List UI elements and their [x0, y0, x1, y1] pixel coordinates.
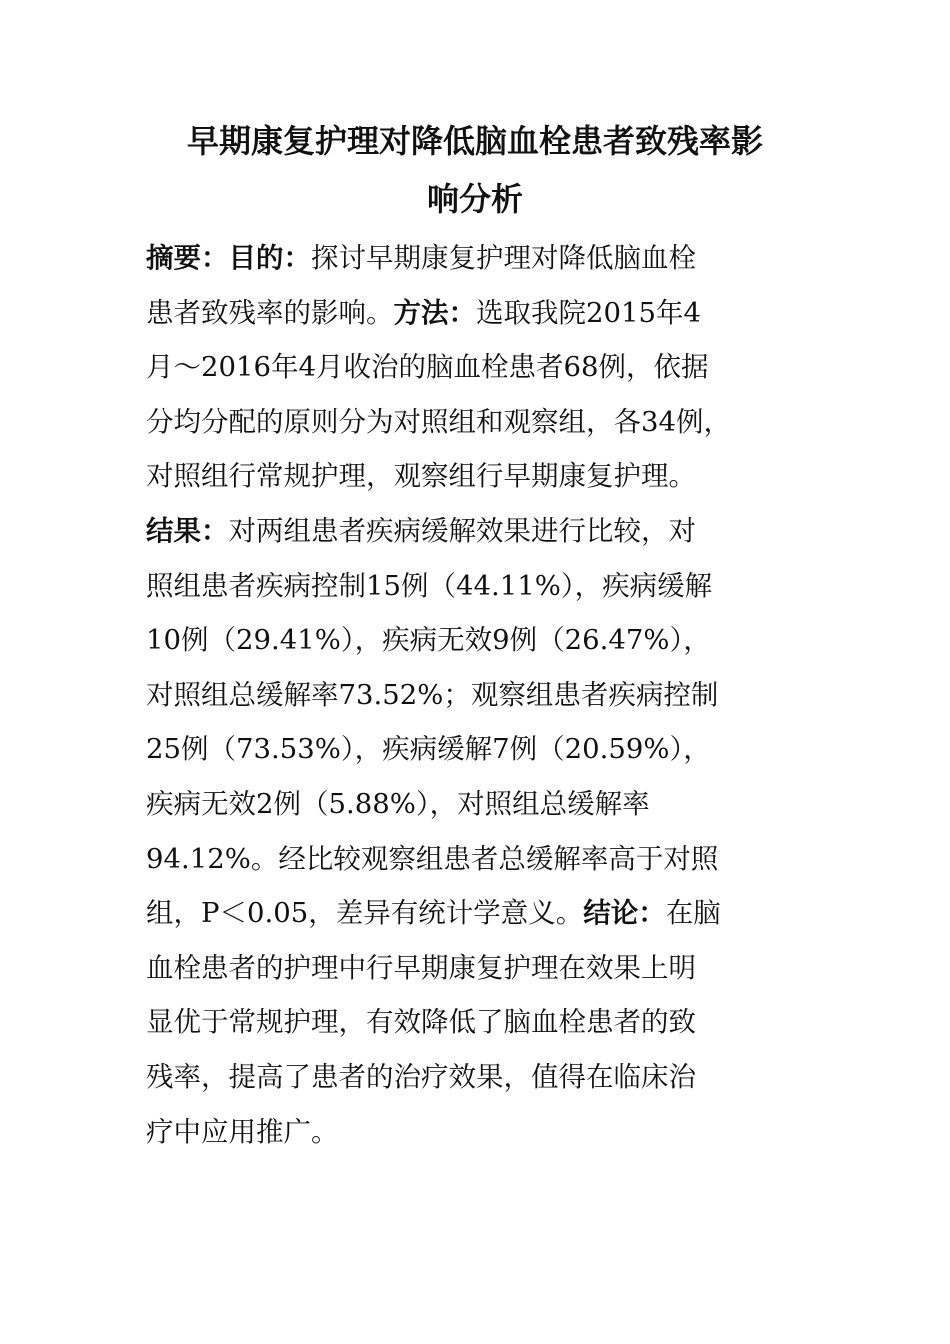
result-label: 结果：	[146, 514, 229, 547]
abstract-line: 对照组总缓解率73.52%；观察组患者疾病控制	[146, 678, 719, 711]
abstract-text: 对两组患者疾病缓解效果进行比较，对	[228, 514, 696, 547]
abstract-line: 显优于常规护理，有效降低了脑血栓患者的致	[146, 1006, 696, 1039]
abstract-line: 分均分配的原则分为对照组和观察组，各34例，	[146, 405, 731, 438]
abstract-line: 血栓患者的护理中行早期康复护理在效果上明	[146, 951, 696, 984]
title-line-1: 早期康复护理对降低脑血栓患者致残率影	[186, 122, 763, 160]
abstract-line	[146, 231, 818, 286]
abstract-body	[146, 231, 818, 1159]
objective-label: 目的：	[228, 242, 311, 274]
abstract-line	[146, 286, 818, 341]
title-line-2: 响分析	[426, 180, 523, 218]
abstract-line: 94.12%。经比较观察组患者总缓解率高于对照	[146, 842, 719, 875]
abstract-text: 探讨早期康复护理对降低脑血栓	[311, 242, 696, 274]
abstract-text: 患者致残率的影响。	[146, 296, 394, 329]
abstract-line: 25例（73.53%），疾病缓解7例（20.59%），	[146, 733, 711, 766]
abstract-line: 残率，提高了患者的治疗效果，值得在临床治	[146, 1060, 696, 1093]
abstract-text: 在脑	[665, 897, 721, 930]
conclusion-label: 结论：	[583, 897, 666, 930]
paper-title	[100, 112, 850, 228]
abstract-line: 月～2016年4月收治的脑血栓患者68例，依据	[146, 351, 709, 384]
abstract-text: 选取我院2015年4	[476, 296, 701, 329]
method-label: 方法：	[393, 296, 476, 329]
abstract-line: 10例（29.41%），疾病无效9例（26.47%），	[146, 624, 711, 657]
abstract-line: 照组患者疾病控制15例（44.11%），疾病缓解	[146, 569, 713, 602]
abstract-line: 疾病无效2例（5.88%），对照组总缓解率	[146, 787, 650, 820]
abstract-text: 组，P＜0.05，差异有统计学意义。	[146, 897, 584, 930]
abstract-line	[146, 504, 818, 559]
abstract-line: 疗中应用推广。	[146, 1115, 339, 1148]
abstract-label: 摘要：	[146, 242, 229, 274]
abstract-line: 对照组行常规护理，观察组行早期康复护理。	[146, 460, 696, 493]
abstract-line	[146, 886, 818, 941]
